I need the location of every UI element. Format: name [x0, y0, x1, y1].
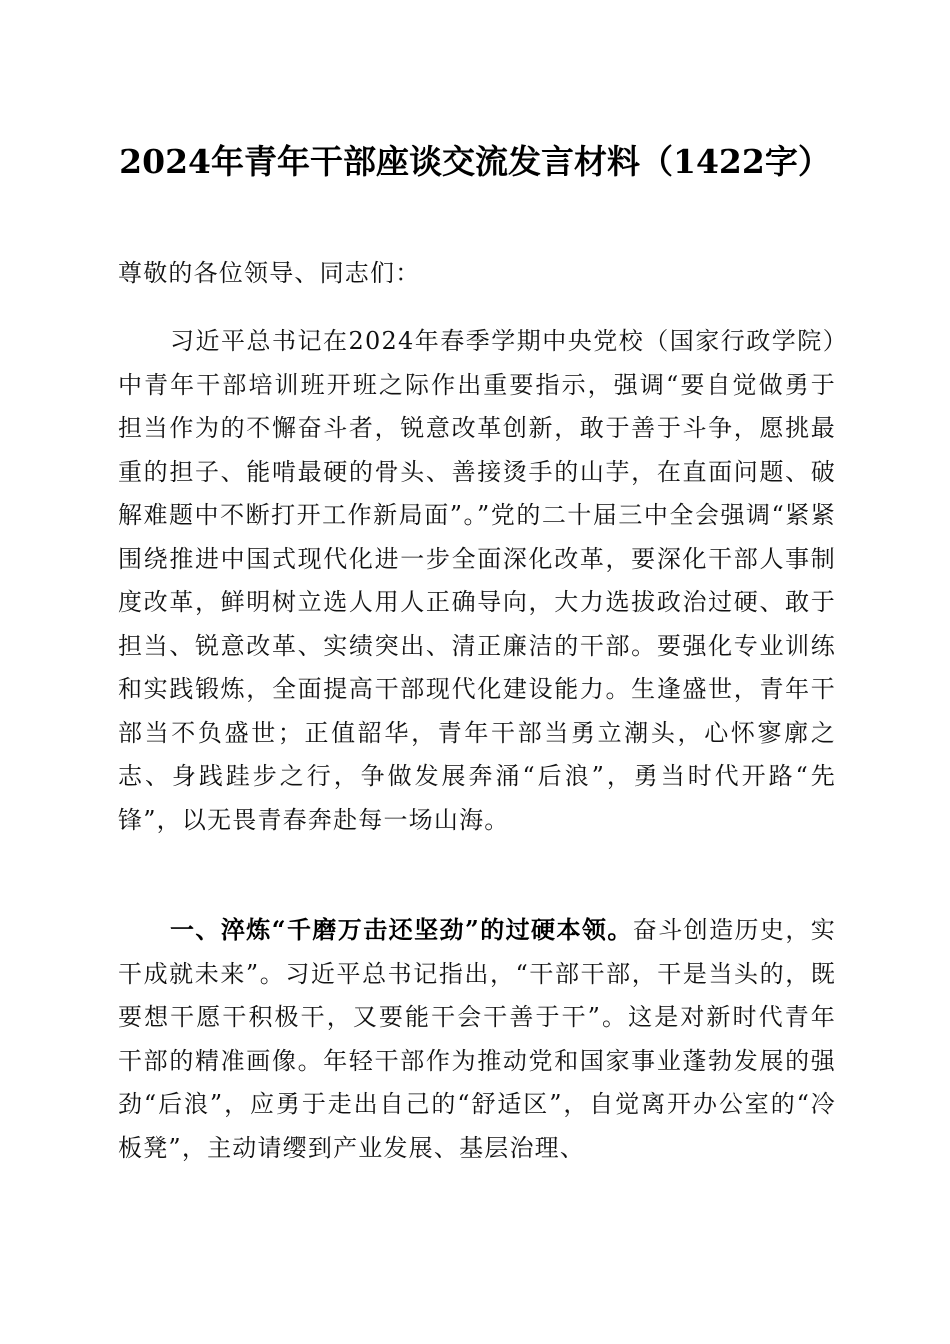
paragraph-intro: 习近平总书记在2024年春季学期中央党校（国家行政学院）中青年干部培训班开班之际作出重要指示，强调“要自觉做勇于担当作为的不懈奋斗者，锐意改革创新，敢于善于斗争，愿挑最重的担子、能啃最硬的骨头、善接烫手的山芋，在直面问题、破解难题中不断打开工作新局面”。”党的二十届三中全会强调“紧紧围绕推进中国式现代化进一步全面深化改革，要深化干部人事制度改革，鲜明树立选人用人正确导向，大力选拔政治过硬、敢于担当、锐意改革、实绩突出、清正廉洁的干部。要强化专业训练和实践锻炼，全面提高干部现代化建设能力。生逢盛世，青年干部当不负盛世；正值韶华，青年干部当勇立潮头，心怀寥廓之志、身践跬步之行，争做发展奔涌“后浪”，勇当时代开路“先锋”，以无畏青春奔赴每一场山海。	[118, 327, 836, 834]
paragraph-section-1	[118, 908, 836, 1170]
document-title: 2024年青年干部座谈交流发言材料（1422字）	[119, 142, 831, 181]
salutation: 尊敬的各位领导、同志们：	[118, 259, 421, 287]
section-1-text: 奋斗创造历史，实干成就未来”。习近平总书记指出，“干部干部，干是当头的，既要想干愿干积极干，又要能干会干善于干”。这是对新时代青年干部的精准画像。年轻干部作为推动党和国家事业蓬勃发展的强劲“后浪”，应勇于走出自己的“舒适区”，自觉离开办公室的“冷板凳”，主动请缨到产业发展、基层治理、	[118, 916, 836, 1162]
section-1-heading: 一、淬炼“千磨万击还坚劲”的过硬本领。	[170, 915, 633, 944]
